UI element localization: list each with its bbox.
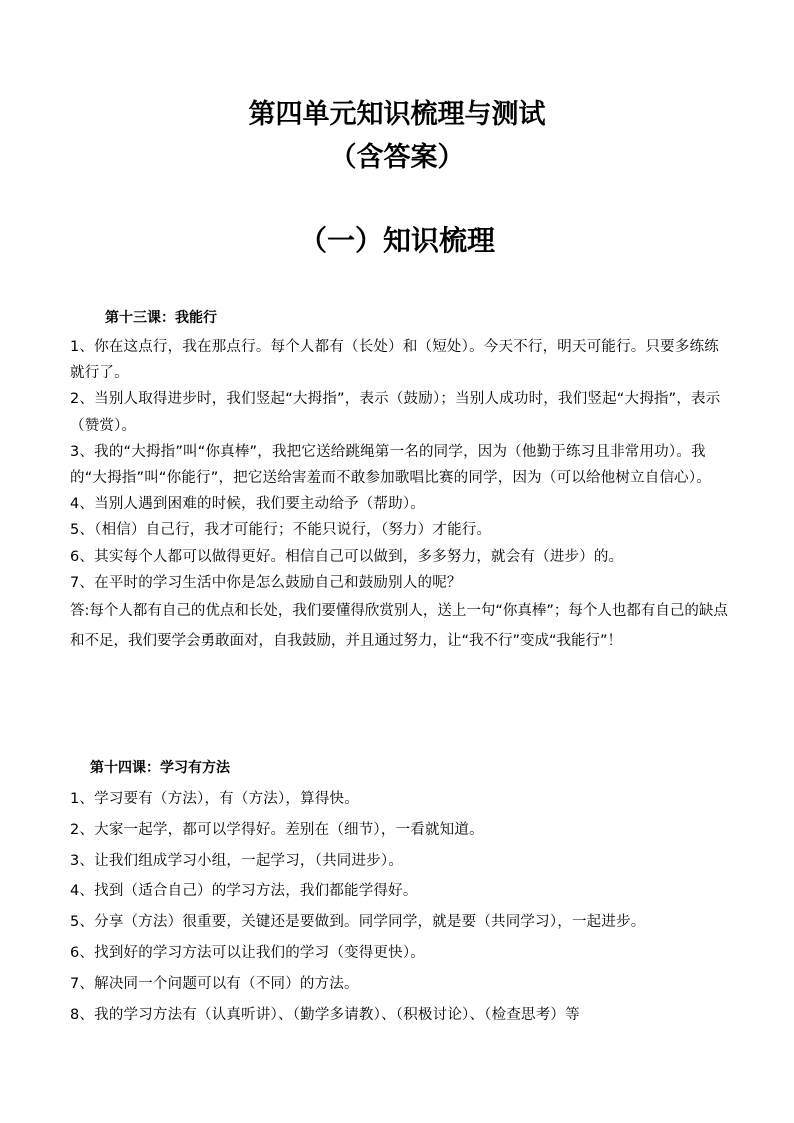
- document-title: 第四单元知识梳理与测试: [248, 99, 546, 130]
- lesson-13-section: [70, 308, 730, 656]
- list-item: 7、在平时的学习生活中你是怎么鼓励自己和鼓励别人的呢？: [70, 574, 462, 591]
- lesson-14-title: 第十四课：学习有方法: [90, 760, 230, 776]
- list-item: 7、解决同一个问题可以有（不同）的方法。: [70, 975, 359, 992]
- list-item: 6、找到好的学习方法可以让我们的学习（变得更快）。: [70, 944, 425, 961]
- lesson-14-list: [70, 784, 730, 1030]
- lesson-14-section: [70, 758, 730, 1030]
- list-item: 2、大家一起学，都可以学得好。差别在（细节），一看就知道。: [70, 821, 484, 838]
- list-item: 6、其实每个人都可以做得更好。相信自己可以做到，多多努力，就会有（进步）的。: [70, 548, 624, 565]
- lesson-13-title: 第十三课：我能行: [105, 310, 217, 326]
- list-item: 4、找到（适合自己）的学习方法，我们都能学得好。: [70, 883, 418, 900]
- list-item: 8、我的学习方法有（认真听讲）、（勤学多请教）、（积极讨论）、（检查思考）等: [70, 1006, 580, 1023]
- document-subtitle: （含答案）: [329, 142, 465, 173]
- lesson-13-answer: 答:每个人都有自己的优点和长处，我们要懂得欣赏别人，送上一句“你真棒”；每个人也都有自己的缺点和不足，我们要学会勇敢面对，自我鼓励，并且通过努力，让“我不行”变成“我能行”！: [70, 603, 728, 650]
- list-item: 5、（相信）自己行，我才可能行；不能只说行，（努力）才能行。: [70, 522, 492, 539]
- list-item: 4、当别人遇到困难的时候，我们要主动给予（帮助）。: [70, 496, 425, 513]
- section-heading: （一）知识梳理: [298, 224, 495, 257]
- list-item: 3、我的“大拇指”叫“你真棒”，我把它送给跳绳第一名的同学，因为（他勤于练习且非常用功）。我的“大拇指”叫“你能行”，把它送给害羞而不敢参加歌唱比赛的同学，因为（可以给他树立自信心）。: [70, 443, 711, 487]
- list-item: 1、学习要有（方法），有（方法），算得快。: [70, 791, 359, 807]
- lesson-13-list: [70, 334, 730, 596]
- list-item: 1、你在这点行，我在那点行。每个人都有（长处）和（短处）。今天不行，明天可能行。只要多练练就行了。: [70, 339, 719, 382]
- list-item: 2、当别人取得进步时，我们竖起“大拇指”，表示（鼓励）；当别人成功时，我们竖起“大拇指”，表示（赞赏）。: [70, 391, 721, 434]
- list-item: 5、分享（方法）很重要，关键还是要做到。同学同学，就是要（共同学习），一起进步。: [70, 914, 646, 931]
- list-item: 3、让我们组成学习小组，一起学习，（共同进步）。: [70, 852, 404, 869]
